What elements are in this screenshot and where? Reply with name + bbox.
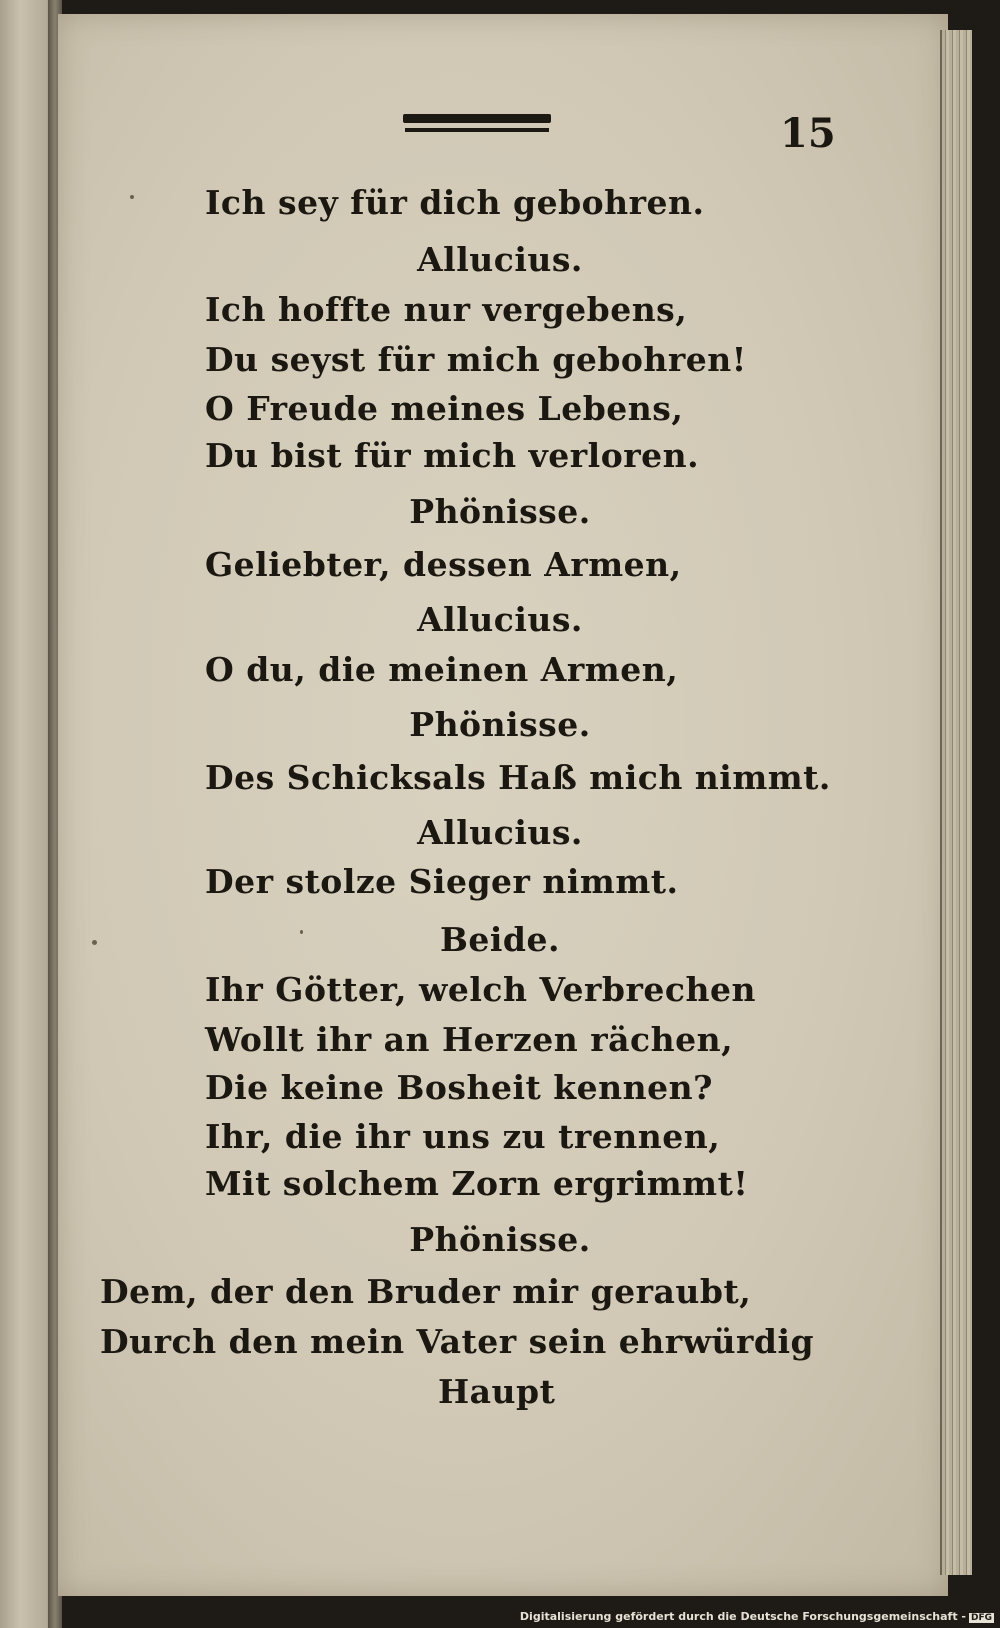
footer-text: Digitalisierung gefördert durch die Deutsche Forschungsgemeinschaft - xyxy=(519,1610,966,1623)
speaker-allucius: Allucius. xyxy=(417,600,583,639)
paper-speck xyxy=(92,940,97,945)
header-rule-thick xyxy=(403,114,551,123)
line-12: Des Schicksals Haß mich nimmt. xyxy=(205,758,831,797)
line-3: Ich hoffte nur vergebens, xyxy=(205,290,688,329)
header-rule xyxy=(403,114,551,136)
line-20: Mit solchem Zorn ergrimmt! xyxy=(205,1164,749,1203)
paper-speck xyxy=(130,195,134,199)
line-4: Du seyst für mich gebohren! xyxy=(205,340,747,379)
speaker-phoenisse: Phönisse. xyxy=(409,1220,591,1259)
line-18: Die keine Bosheit kennen? xyxy=(205,1068,713,1107)
paper-speck xyxy=(300,930,303,934)
line-10: O du, die meinen Armen, xyxy=(205,650,679,689)
speaker-phoenisse: Phönisse. xyxy=(409,705,591,744)
page-number: 15 xyxy=(780,110,836,157)
speaker-phoenisse: Phönisse. xyxy=(409,492,591,531)
digitization-footer xyxy=(520,1610,994,1623)
speaker-allucius: Allucius. xyxy=(417,813,583,852)
line-22: Dem, der den Bruder mir geraubt, xyxy=(100,1272,752,1311)
line-8: Geliebter, dessen Armen, xyxy=(205,545,682,584)
speaker-beide: Beide. xyxy=(440,920,560,959)
speaker-allucius: Allucius. xyxy=(417,240,583,279)
line-19: Ihr, die ihr uns zu trennen, xyxy=(205,1117,721,1156)
line-16: Ihr Götter, welch Verbrechen xyxy=(205,970,756,1009)
line-23: Durch den mein Vater sein ehrwürdig xyxy=(100,1322,815,1361)
line-24-catchword: Haupt xyxy=(438,1372,556,1411)
line-1: Ich sey für dich gebohren. xyxy=(205,183,705,222)
line-14: Der stolze Sieger nimmt. xyxy=(205,862,679,901)
line-5: O Freude meines Lebens, xyxy=(205,389,684,428)
line-6: Du bist für mich verloren. xyxy=(205,436,700,475)
dfg-logo: DFG xyxy=(970,1613,992,1623)
line-17: Wollt ihr an Herzen rächen, xyxy=(205,1020,734,1059)
header-rule-thin xyxy=(405,128,549,132)
